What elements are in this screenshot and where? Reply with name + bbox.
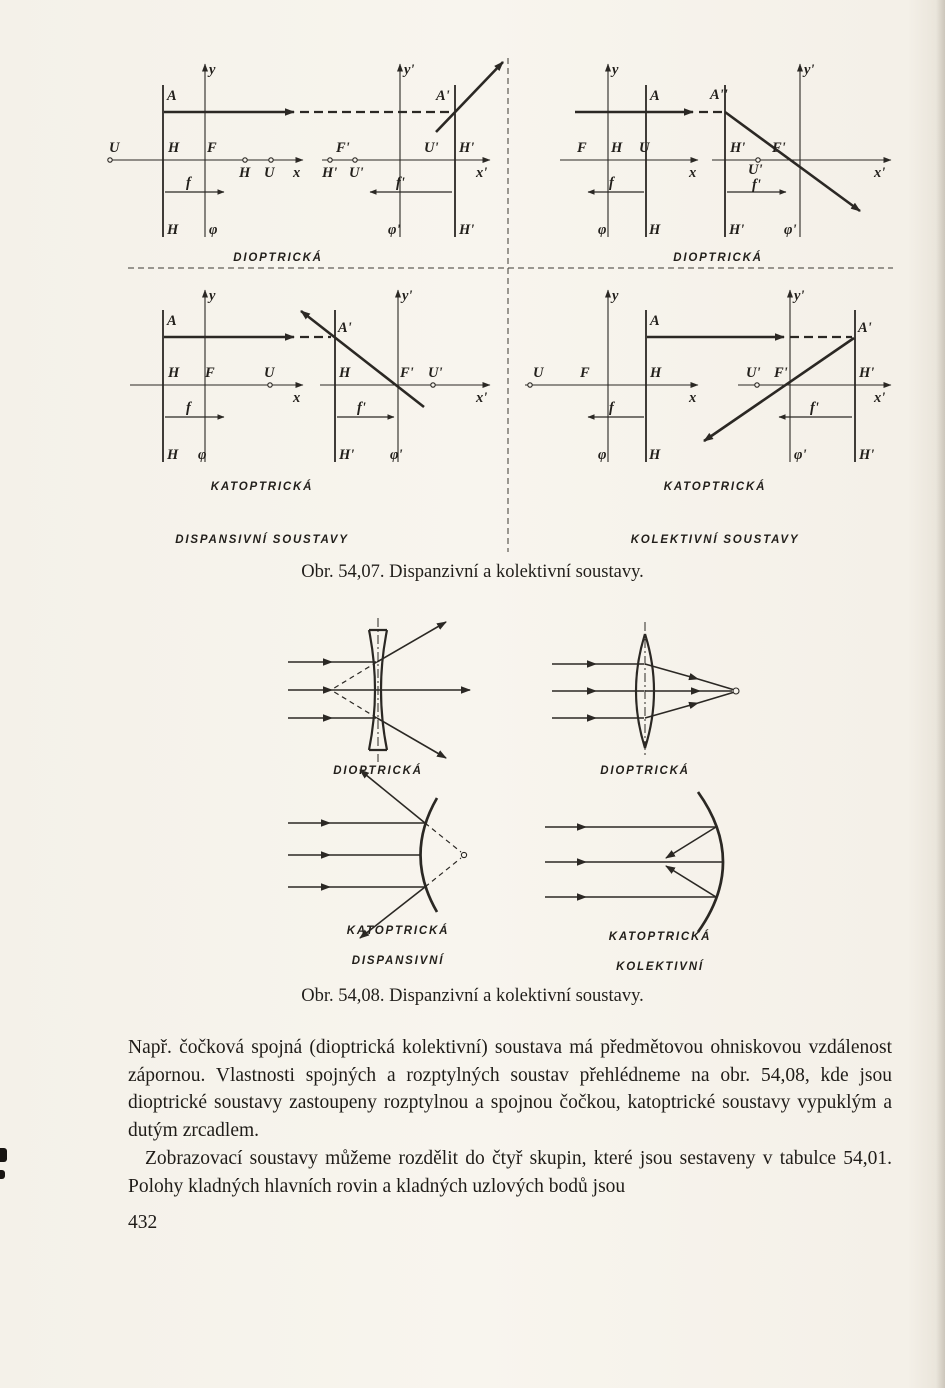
label-H: H — [339, 365, 351, 381]
scan-artifact — [0, 1170, 5, 1179]
label-A-double-prime: A'' — [710, 87, 728, 103]
reflected-ray — [666, 866, 716, 897]
label-F: F — [207, 140, 217, 156]
mirror-arc — [421, 798, 438, 912]
label-F: F — [205, 365, 215, 381]
label-phi: φ — [598, 447, 607, 463]
label-x-prime: x' — [476, 390, 488, 406]
concave-mirror-diagram — [545, 792, 723, 973]
diagram-caption: DIOPTRICKÁ — [600, 765, 690, 777]
diverging-lens-diagram — [288, 618, 470, 777]
point-marker — [353, 158, 357, 162]
label-y: y — [209, 288, 216, 304]
label-U-prime: U' — [349, 165, 364, 181]
diagram-caption: DISPANSIVNÍ — [351, 955, 445, 967]
point-marker — [269, 158, 273, 162]
point-marker — [755, 383, 759, 387]
label-F: F — [580, 365, 590, 381]
label-f-prime: f' — [357, 400, 366, 416]
page-edge-shadow — [936, 0, 945, 1388]
label-F-prime: F' — [336, 140, 350, 156]
page-number: 432 — [128, 1212, 158, 1233]
label-H: H — [611, 140, 623, 156]
point-marker — [328, 158, 332, 162]
label-H-prime: H' — [859, 365, 875, 381]
label-A: A — [650, 313, 660, 329]
point-marker — [108, 158, 112, 162]
label-phi-prime: φ' — [794, 447, 807, 463]
point-marker — [268, 383, 272, 387]
label-H-prime: H' — [322, 165, 338, 181]
label-U: U — [533, 365, 544, 381]
label-phi-prime: φ' — [388, 222, 401, 238]
convex-mirror-diagram — [288, 770, 467, 967]
label-U-prime: U' — [746, 365, 761, 381]
label-H-prime: H' — [459, 140, 475, 156]
label-F-prime: F' — [400, 365, 414, 381]
point-marker — [528, 383, 532, 387]
label-x-prime: x' — [476, 165, 488, 181]
quadrant-caption: KATOPTRICKÁ — [663, 481, 767, 493]
label-phi: φ — [209, 222, 218, 238]
diagram-caption: DIOPTRICKÁ — [333, 765, 423, 777]
virtual-ray-dashed — [425, 823, 461, 852]
label-f: f — [186, 400, 191, 416]
label-H: H — [167, 447, 179, 463]
label-A-prime: A' — [436, 88, 450, 104]
label-F: F — [577, 140, 587, 156]
focus-point — [733, 688, 739, 694]
label-A-prime: A' — [858, 320, 872, 336]
label-A: A — [650, 88, 660, 104]
quadrant-caption: DIOPTRICKÁ — [673, 252, 763, 264]
label-U: U — [639, 140, 650, 156]
figure-54-07-diagram — [0, 0, 945, 560]
label-x: x — [689, 165, 697, 181]
label-F-prime: F' — [774, 365, 788, 381]
label-phi-prime: φ' — [784, 222, 797, 238]
quadrant-dioptric-collective — [560, 62, 891, 264]
quadrant-catoptric-collective — [525, 288, 891, 546]
virtual-focus-point — [461, 852, 466, 857]
label-U: U — [264, 365, 275, 381]
diverging-ray — [377, 622, 446, 662]
label-f: f — [609, 175, 614, 191]
label-H-prime: H' — [339, 447, 355, 463]
quadrant-catoptric-dispersive — [130, 288, 490, 546]
reflected-ray — [666, 827, 716, 858]
label-y: y — [612, 288, 619, 304]
label-H: H — [649, 447, 661, 463]
label-U: U — [109, 140, 120, 156]
label-y-prime: y' — [404, 62, 415, 78]
point-marker — [243, 158, 247, 162]
label-f: f — [609, 400, 614, 416]
label-y: y — [209, 62, 216, 78]
label-phi: φ — [198, 447, 207, 463]
figure-caption-54-07: Obr. 54,07. Dispanzivní a kolektivní soustavy. — [301, 562, 644, 582]
virtual-ray-dashed — [331, 690, 377, 718]
refracted-ray — [725, 112, 860, 211]
label-y: y — [612, 62, 619, 78]
converging-ray — [698, 679, 733, 690]
label-H-prime: H' — [730, 140, 746, 156]
diagram-caption: KOLEKTIVNÍ — [616, 961, 704, 973]
body-paragraph-2: Zobrazovací soustavy můžeme rozdělit do čtyř skupin, které jsou sestaveny v tabulce 54,01. Polohy kladných hlavních rovin a kladných uzlových bodů jsou — [128, 1148, 892, 1197]
label-x: x — [689, 390, 697, 406]
label-x-prime: x' — [874, 165, 886, 181]
label-H-prime: H' — [859, 447, 875, 463]
body-paragraph-1: Např. čočková spojná (dioptrická kolektivní) soustava má předmětovou ohniskovou vzdálenost zápornou. Vlastnosti spojných a rozptylných soustav přehlédneme na obr. 54,08, kde jsou dioptrické soustavy zastoupeny rozptylnou a spojnou čočkou, katoptrické soustavy vypuklým a dutým zrcadlem. — [128, 1037, 892, 1142]
scan-artifact — [0, 1148, 7, 1162]
label-f-prime: f' — [810, 400, 819, 416]
virtual-ray-dashed — [425, 858, 461, 887]
label-U-prime: U' — [748, 162, 763, 178]
label-x: x — [293, 390, 301, 406]
label-H: H — [168, 140, 180, 156]
quadrant-caption: KATOPTRICKÁ — [210, 481, 314, 493]
group-caption: DISPANSIVNÍ SOUSTAVY — [175, 534, 349, 546]
point-marker — [431, 383, 435, 387]
diverging-ray — [377, 718, 446, 758]
label-H-prime: H' — [459, 222, 475, 238]
label-f: f — [186, 175, 191, 191]
label-A: A — [167, 313, 177, 329]
reflected-ray — [360, 770, 425, 823]
diagram-caption: KATOPTRICKÁ — [608, 931, 712, 943]
label-U-prime: U' — [428, 365, 443, 381]
label-H: H — [239, 165, 251, 181]
label-f-prime: f' — [396, 175, 405, 191]
label-x: x — [293, 165, 301, 181]
label-F-prime: F' — [772, 140, 786, 156]
quadrant-dioptric-dispersive — [108, 62, 503, 264]
label-H: H — [649, 222, 661, 238]
figure-54-08-diagram — [0, 600, 945, 980]
label-H-prime: H' — [729, 222, 745, 238]
converging-lens-diagram — [552, 622, 739, 777]
reflected-ray — [704, 338, 854, 441]
virtual-ray-dashed — [331, 662, 377, 690]
label-U: U — [264, 165, 275, 181]
label-y-prime: y' — [402, 288, 413, 304]
label-f-prime: f' — [752, 177, 761, 193]
label-x-prime: x' — [874, 390, 886, 406]
label-phi: φ — [598, 222, 607, 238]
label-phi-prime: φ' — [390, 447, 403, 463]
label-y-prime: y' — [804, 62, 815, 78]
label-H: H — [650, 365, 662, 381]
quadrant-caption: DIOPTRICKÁ — [233, 252, 323, 264]
label-A: A — [167, 88, 177, 104]
diagram-caption: KATOPTRICKÁ — [346, 925, 450, 937]
label-A-prime: A' — [338, 320, 352, 336]
converging-ray — [698, 693, 733, 704]
group-caption: KOLEKTIVNÍ SOUSTAVY — [630, 534, 800, 546]
label-U-prime: U' — [424, 140, 439, 156]
figure-caption-54-08: Obr. 54,08. Dispanzivní a kolektivní soustavy. — [301, 986, 644, 1006]
label-H: H — [168, 365, 180, 381]
label-H: H — [167, 222, 179, 238]
label-y-prime: y' — [794, 288, 805, 304]
reflected-ray — [301, 311, 424, 407]
